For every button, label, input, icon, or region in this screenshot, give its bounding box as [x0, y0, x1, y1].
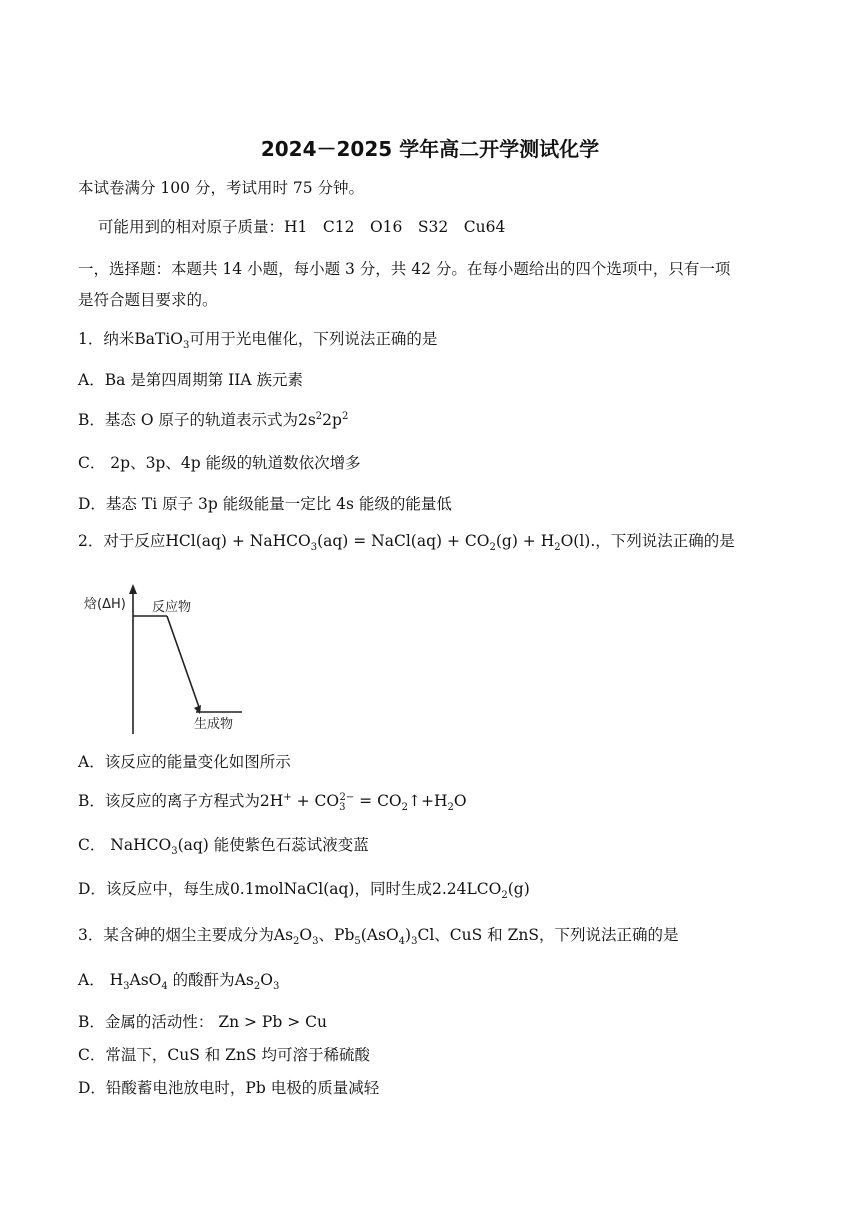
section-heading-line-2: 是符合题目要求的。 [78, 291, 218, 309]
y-axis-label: 焓(ΔH) [84, 597, 126, 612]
q1-stem: 1．纳米BaTiO$_3$可用于光电催化，下列说法正确的是 [78, 330, 438, 352]
q2-option-b: B．该反应的离子方程式为$2H^+ + CO_3^{2-}$ = $CO_2↑+H_2O$ [78, 791, 467, 814]
q2-option-d: D．该反应中，每生成0.1molNaCl(aq)，同时生成$2.24LCO_2(g)$ [78, 880, 530, 902]
intro-line-2: 可能用到的相对原子质量：H1 C12 O16 S32 Cu64 [98, 218, 506, 236]
q1-option-a: A．Ba 是第四周期第 IIA 族元素 [78, 371, 304, 389]
product-label: 生成物 [194, 717, 234, 732]
q1-option-d: D．基态 Ti 原子 3p 能级能量一定比 4s 能级的能量低 [78, 495, 452, 513]
intro-line-1: 本试卷满分 100 分，考试用时 75 分钟。 [78, 179, 365, 197]
q1-option-c: C． 2p、3p、4p 能级的轨道数依次增多 [78, 454, 361, 472]
q2-equation: HCl(aq) + NaHCO$_3$(aq) = NaCl(aq) + $CO_2(g) + H_2O(l)$. [165, 532, 596, 554]
y-axis-arrow [129, 584, 137, 594]
section-heading-line-1: 一，选择题：本题共 14 小题，每小题 3 分，共 42 分。在每小题给出的四个选项中，只有一项 [78, 260, 731, 278]
q3-option-b: B．金属的活动性： Zn > Pb > Cu [78, 1013, 327, 1031]
enthalpy-diagram [82, 584, 262, 740]
reactant-label: 反应物 [152, 600, 192, 615]
q2-option-a: A．该反应的能量变化如图所示 [78, 753, 291, 771]
q3-stem: 3．某含砷的烟尘主要成分为$As_2O_3$、$Pb_5(AsO_4)_3Cl$、CuS 和 ZnS，下列说法正确的是 [78, 926, 679, 948]
energy-slope [167, 616, 200, 710]
q1-option-b: B．基态 O 原子的轨道表示式为$2s^22p^2$ [78, 410, 349, 429]
q3-option-a: A． $H_3AsO_4$ 的酸酐为$As_2O_3$ [78, 971, 280, 993]
q3-option-d: D．铅酸蓄电池放电时，Pb 电极的质量减轻 [78, 1079, 380, 1097]
page-title: 2024－2025 学年高二开学测试化学 [260, 137, 600, 161]
q2-stem: 2．对于反应HCl(aq) + NaHCO$_3$(aq) = NaCl(aq) + $CO_2(g) + H_2O(l)$.，下列说法正确的是 [78, 532, 735, 554]
q2-option-c: C． NaHCO$_3$(aq) 能使紫色石蕊试液变蓝 [78, 836, 369, 858]
q3-option-c: C．常温下，CuS 和 ZnS 均可溶于稀硫酸 [78, 1046, 370, 1064]
